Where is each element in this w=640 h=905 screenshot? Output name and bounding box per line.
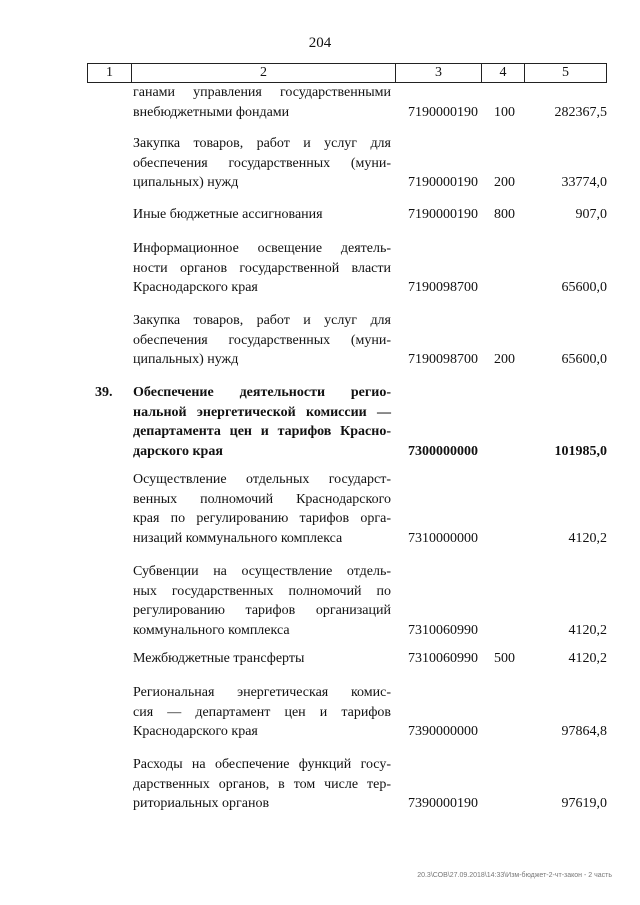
description-line: Субвенции на осуществление отдель- bbox=[133, 564, 391, 579]
row-expense-type: 200 bbox=[494, 175, 515, 190]
description-line: нальной энергетической комиссии — bbox=[133, 404, 391, 420]
row-description bbox=[133, 205, 391, 225]
row-amount: 97619,0 bbox=[561, 796, 607, 811]
description-line: коммунального комплекса bbox=[133, 622, 290, 638]
row-code: 7190098700 bbox=[408, 352, 478, 367]
description-line: ципальных) нужд bbox=[133, 352, 239, 367]
description-line: Осуществление отдельных государст- bbox=[133, 472, 391, 487]
row-code: 7310060990 bbox=[408, 622, 478, 638]
row-code: 7190000190 bbox=[408, 175, 478, 190]
row-code: 7390000000 bbox=[408, 724, 478, 739]
row-code: 7190098700 bbox=[408, 280, 478, 295]
row-code: 7190000190 bbox=[408, 207, 478, 222]
description-line: Краснодарского края bbox=[133, 724, 258, 739]
description-line: Иные бюджетные ассигнования bbox=[133, 207, 323, 222]
header-col-2: 2 bbox=[132, 64, 396, 83]
header-col-3: 3 bbox=[396, 64, 482, 83]
description-line: Закупка товаров, работ и услуг для bbox=[133, 136, 391, 151]
row-code: 7300000000 bbox=[408, 443, 478, 459]
row-code: 7310060990 bbox=[408, 651, 478, 666]
description-line: внебюджетными фондами bbox=[133, 104, 290, 120]
description-line: обеспечения государственных (муни- bbox=[133, 332, 391, 348]
description-line: низаций коммунального комплекса bbox=[133, 530, 343, 546]
row-amount: 4120,2 bbox=[568, 530, 607, 546]
table-header bbox=[87, 63, 607, 83]
row-description bbox=[133, 755, 391, 814]
description-line: Региональная энергетическая комис- bbox=[133, 685, 391, 700]
row-amount: 97864,8 bbox=[561, 724, 607, 739]
row-description bbox=[133, 83, 391, 122]
row-expense-type: 200 bbox=[494, 352, 515, 367]
row-expense-type: 800 bbox=[494, 207, 515, 222]
row-description bbox=[133, 239, 391, 298]
row-code: 7190000190 bbox=[408, 104, 478, 120]
row-amount: 907,0 bbox=[575, 207, 607, 222]
document-footer: 20.3\СОВ\27.09.2018\14:33\Изм-бюджет-2-чт-закон - 2 часть bbox=[417, 872, 612, 879]
row-amount: 65600,0 bbox=[561, 352, 607, 367]
row-expense-type: 500 bbox=[494, 651, 515, 666]
description-line: департамента цен и тарифов Красно- bbox=[133, 424, 391, 439]
description-line: Закупка товаров, работ и услуг для bbox=[133, 313, 391, 328]
description-line: ганами управления государственными bbox=[133, 85, 391, 100]
row-amount: 282367,5 bbox=[554, 104, 607, 120]
description-line: дарственных органов, в том числе тер- bbox=[133, 776, 391, 792]
description-line: риториальных органов bbox=[133, 796, 270, 811]
row-description bbox=[133, 649, 391, 669]
description-line: ности органов государственной власти bbox=[133, 260, 391, 276]
description-line: обеспечения государственных (муни- bbox=[133, 155, 391, 171]
description-line: Межбюджетные трансферты bbox=[133, 651, 305, 666]
row-description bbox=[133, 311, 391, 370]
page-number: 204 bbox=[308, 35, 332, 51]
row-code: 7390000190 bbox=[408, 796, 478, 811]
row-description bbox=[133, 683, 391, 742]
header-col-4: 4 bbox=[482, 64, 525, 83]
description-line: ципальных) нужд bbox=[133, 175, 239, 190]
description-line: края по регулированию тарифов орга- bbox=[133, 511, 391, 526]
row-expense-type: 100 bbox=[494, 104, 515, 120]
row-amount: 4120,2 bbox=[568, 622, 607, 638]
description-line: Расходы на обеспечение функций госу- bbox=[133, 757, 391, 772]
row-code: 7310000000 bbox=[408, 530, 478, 546]
description-line: венных полномочий Краснодарского bbox=[133, 491, 391, 507]
description-line: ных государственных полномочий по bbox=[133, 583, 391, 599]
row-description bbox=[133, 383, 391, 461]
row-amount: 65600,0 bbox=[561, 280, 607, 295]
row-description bbox=[133, 134, 391, 193]
description-line: Информационное освещение деятель- bbox=[133, 241, 391, 256]
description-line: Обеспечение деятельности регио- bbox=[133, 385, 391, 400]
description-line: дарского края bbox=[133, 443, 223, 459]
row-amount: 33774,0 bbox=[561, 175, 607, 190]
row-description bbox=[133, 470, 391, 548]
row-amount: 101985,0 bbox=[554, 443, 607, 459]
description-line: сия — департамент цен и тарифов bbox=[133, 704, 391, 720]
header-col-5: 5 bbox=[525, 64, 607, 83]
header-col-1: 1 bbox=[88, 64, 132, 83]
description-line: Краснодарского края bbox=[133, 280, 258, 295]
row-number: 39. bbox=[95, 385, 113, 400]
row-description bbox=[133, 562, 391, 640]
row-amount: 4120,2 bbox=[568, 651, 607, 666]
description-line: регулированию тарифов организаций bbox=[133, 603, 391, 618]
